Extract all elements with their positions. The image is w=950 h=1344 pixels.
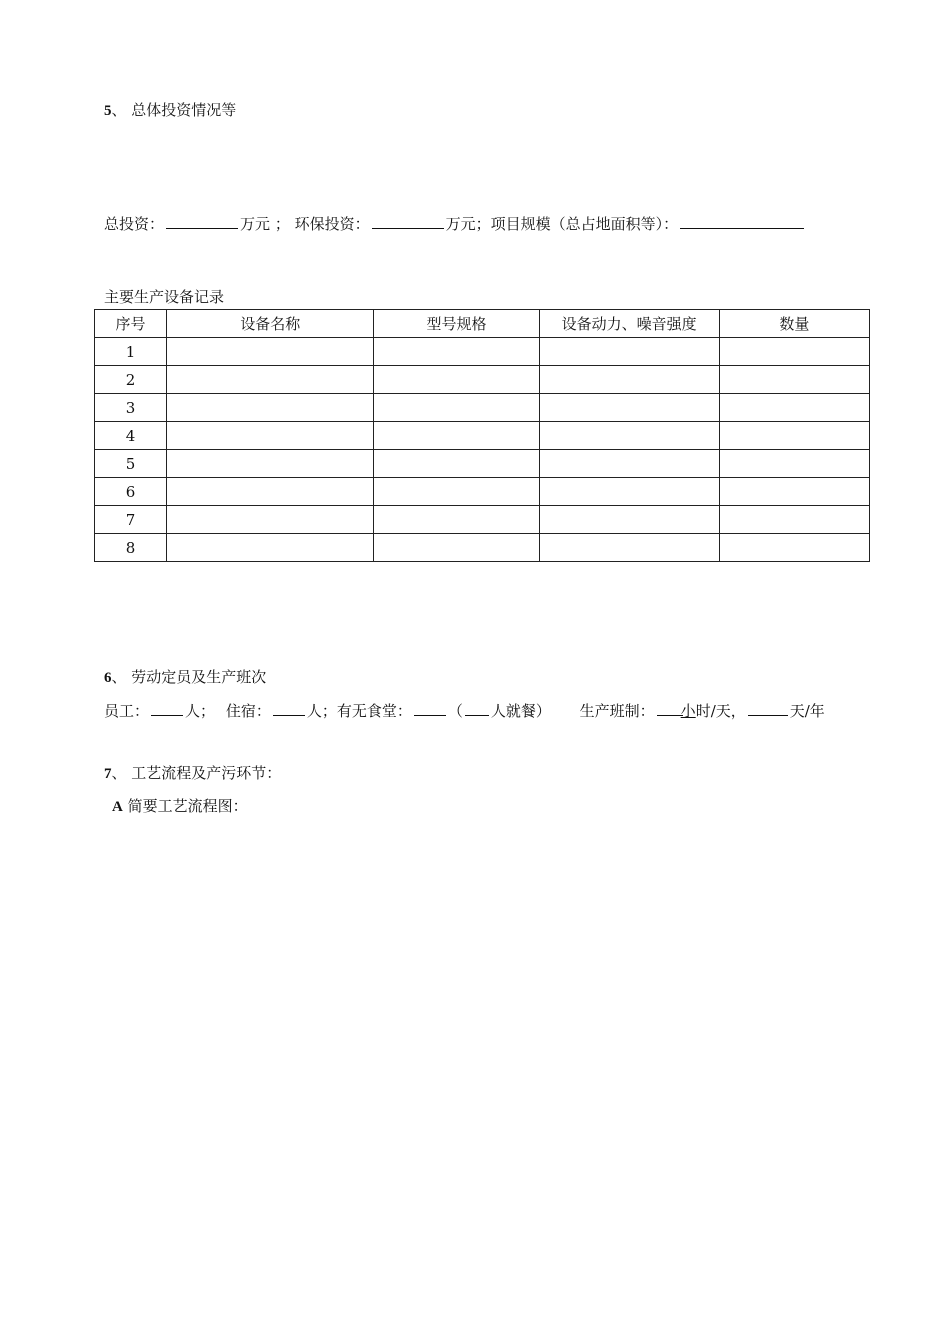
cell-name[interactable] — [167, 338, 374, 366]
row-index: 1 — [95, 338, 167, 366]
cell-quantity[interactable] — [719, 394, 869, 422]
staff-count-field[interactable] — [151, 700, 183, 716]
table-row — [95, 422, 870, 450]
cell-quantity[interactable] — [719, 366, 869, 394]
table-row — [95, 338, 870, 366]
cell-quantity[interactable] — [719, 534, 869, 562]
col-header-index: 序号 — [95, 310, 167, 338]
row-index: 2 — [95, 366, 167, 394]
table-row — [95, 478, 870, 506]
env-investment-label: 环保投资： — [294, 215, 370, 233]
cell-power-noise[interactable] — [539, 422, 719, 450]
cell-name[interactable] — [167, 506, 374, 534]
hour-unit: 时/天， — [695, 702, 746, 720]
section-number: 6 — [104, 670, 112, 686]
total-investment-field[interactable] — [166, 213, 238, 229]
cell-power-noise[interactable] — [539, 366, 719, 394]
row-index: 8 — [95, 534, 167, 562]
col-header-model: 型号规格 — [374, 310, 539, 338]
cell-name[interactable] — [167, 534, 374, 562]
cell-power-noise[interactable] — [539, 450, 719, 478]
open-paren: （ — [447, 702, 463, 720]
row-index: 7 — [95, 506, 167, 534]
cell-quantity[interactable] — [719, 450, 869, 478]
cell-name[interactable] — [167, 422, 374, 450]
table-row — [95, 506, 870, 534]
env-investment-field[interactable] — [372, 213, 444, 229]
cell-name[interactable] — [167, 366, 374, 394]
cell-power-noise[interactable] — [539, 478, 719, 506]
hours-field[interactable] — [657, 700, 683, 716]
dorm-unit: 人；有无食堂： — [306, 702, 412, 720]
table-header-row — [95, 310, 870, 338]
canteen-field[interactable] — [414, 700, 446, 716]
cell-model[interactable] — [374, 394, 539, 422]
cell-model[interactable] — [374, 478, 539, 506]
row-index: 3 — [95, 394, 167, 422]
section-7-heading — [104, 763, 281, 784]
cell-name[interactable] — [167, 450, 374, 478]
investment-line — [104, 213, 806, 234]
row-index: 5 — [95, 450, 167, 478]
section-separator: 、 — [111, 101, 127, 119]
table-row — [95, 534, 870, 562]
cell-quantity[interactable] — [719, 506, 869, 534]
section-number: 5 — [104, 103, 112, 119]
total-investment-unit: 万元 — [240, 215, 271, 233]
staff-label: 员工： — [104, 702, 150, 720]
cell-power-noise[interactable] — [539, 534, 719, 562]
col-header-power-noise: 设备动力、噪音强度 — [539, 310, 719, 338]
labor-line — [104, 700, 825, 721]
section-6-heading — [104, 667, 266, 688]
subsection-title: 简要工艺流程图： — [127, 797, 248, 815]
equipment-table — [94, 309, 870, 562]
dorm-count-field[interactable] — [273, 700, 305, 716]
cell-quantity[interactable] — [719, 338, 869, 366]
project-scale-label: 项目规模（总占地面积等）： — [490, 215, 679, 233]
shift-label: 生产班制： — [579, 702, 655, 720]
section-number: 7 — [104, 766, 112, 782]
table-row — [95, 366, 870, 394]
cell-power-noise[interactable] — [539, 506, 719, 534]
equipment-table-title: 主要生产设备记录 — [104, 288, 225, 306]
env-investment-unit: 万元； — [445, 215, 491, 233]
cell-model[interactable] — [374, 506, 539, 534]
total-investment-label: 总投资： — [104, 215, 165, 233]
cell-model[interactable] — [374, 422, 539, 450]
cell-name[interactable] — [167, 394, 374, 422]
section-5-heading — [104, 100, 236, 121]
cell-power-noise[interactable] — [539, 338, 719, 366]
section-title: 劳动定员及生产班次 — [131, 668, 267, 686]
row-index: 4 — [95, 422, 167, 450]
cell-name[interactable] — [167, 478, 374, 506]
cell-model[interactable] — [374, 366, 539, 394]
day-unit: 天/年 — [789, 702, 825, 720]
days-field[interactable] — [748, 700, 788, 716]
col-header-name: 设备名称 — [167, 310, 374, 338]
staff-unit: 人； — [185, 702, 216, 720]
col-header-quantity: 数量 — [719, 310, 869, 338]
subsection-a-heading — [112, 796, 248, 817]
section-title: 总体投资情况等 — [131, 101, 237, 119]
cell-model[interactable] — [374, 450, 539, 478]
row-index: 6 — [95, 478, 167, 506]
cell-quantity[interactable] — [719, 422, 869, 450]
cell-model[interactable] — [374, 534, 539, 562]
section-separator: 、 — [111, 668, 127, 686]
table-row — [95, 450, 870, 478]
hour-prefix: 小 — [680, 702, 696, 720]
section-title: 工艺流程及产污环节： — [131, 764, 282, 782]
dorm-label: 住宿： — [225, 702, 271, 720]
dining-count-field[interactable] — [465, 700, 489, 716]
separator: ； — [274, 215, 290, 233]
cell-power-noise[interactable] — [539, 394, 719, 422]
table-row — [95, 394, 870, 422]
cell-model[interactable] — [374, 338, 539, 366]
subsection-letter: A — [112, 799, 123, 815]
dining-unit: 人就餐） — [490, 702, 551, 720]
cell-quantity[interactable] — [719, 478, 869, 506]
section-separator: 、 — [111, 764, 127, 782]
project-scale-field[interactable] — [680, 213, 804, 229]
